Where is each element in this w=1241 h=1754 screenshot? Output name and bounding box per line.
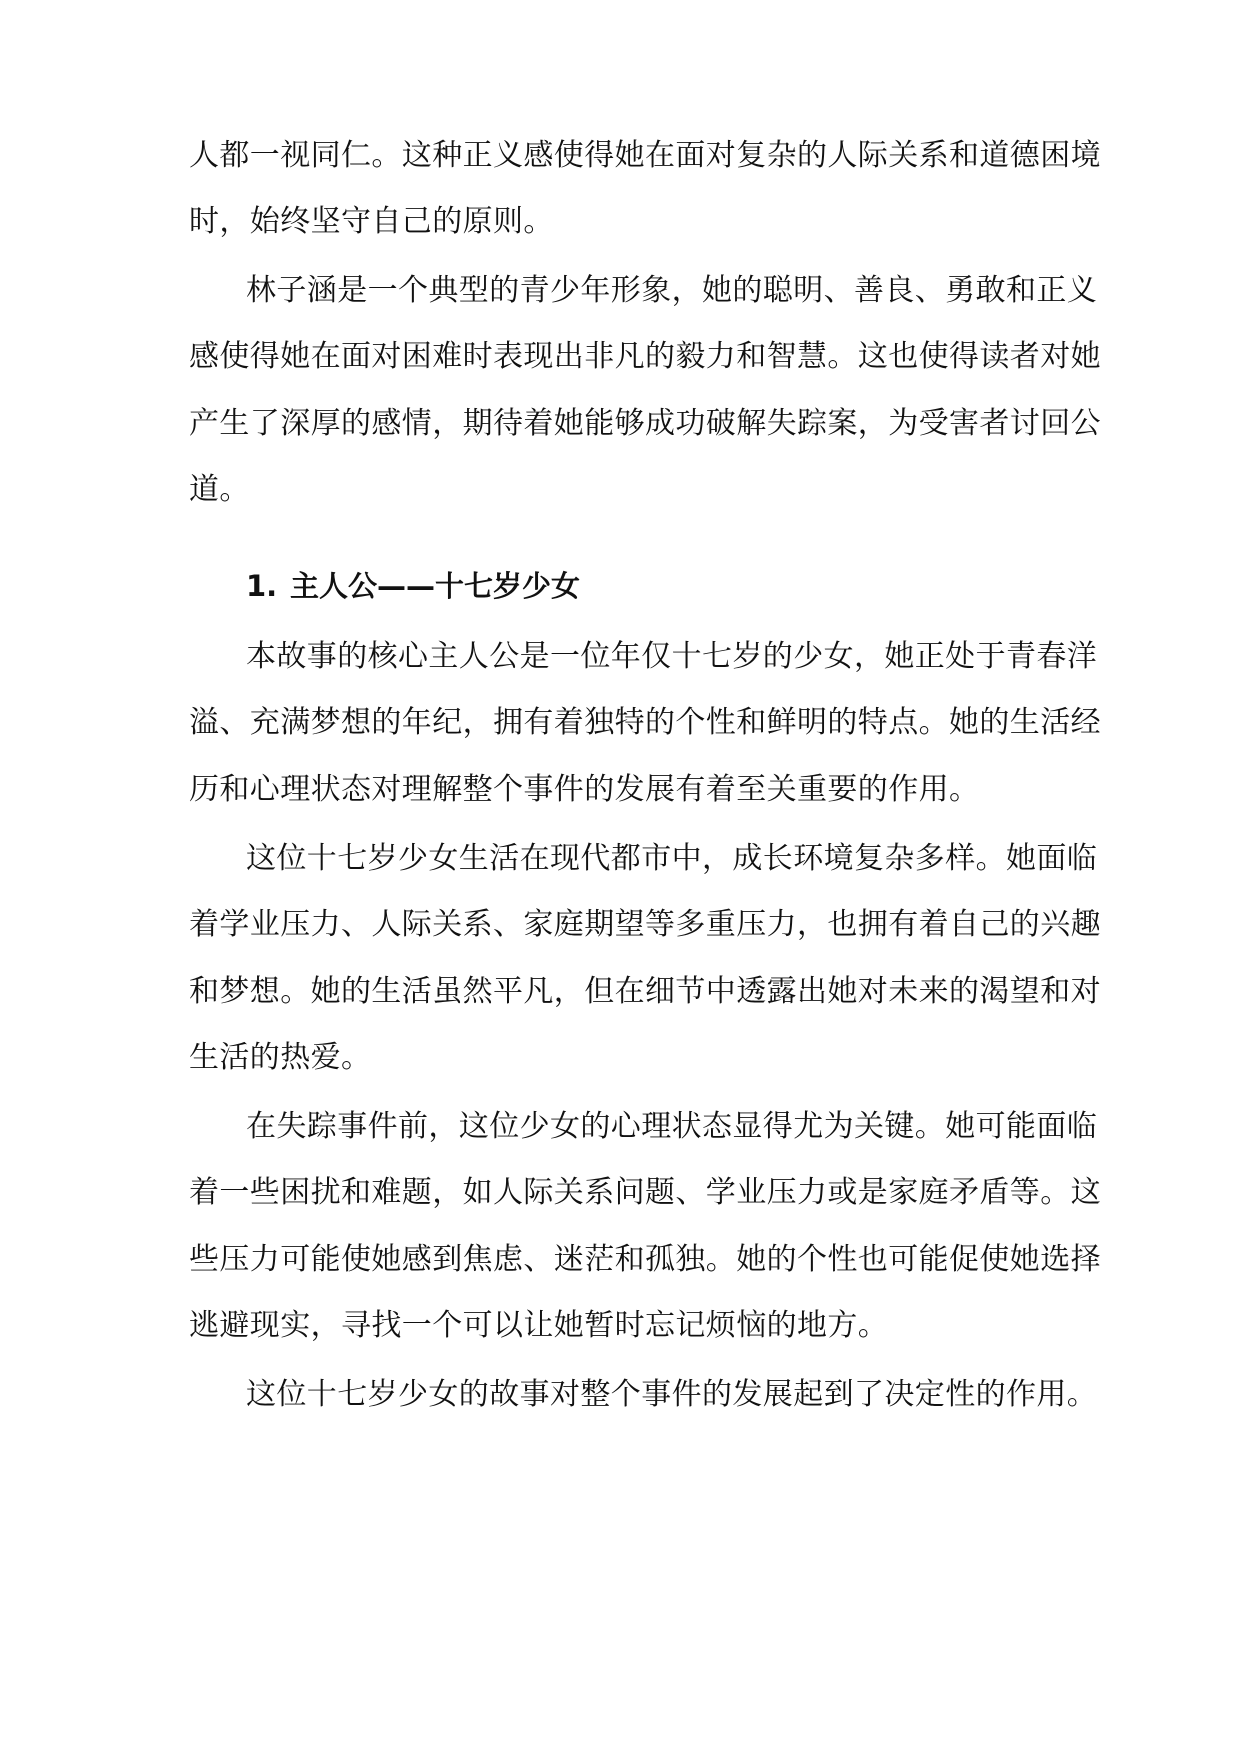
paragraph-line: 在失踪事件前，这位少女的心理状态显得尤为关键。她可能面临: [246, 1109, 1098, 1144]
section-heading: [246, 566, 1146, 606]
paragraph-line: 这位十七岁少女生活在现代都市中，成长环境复杂多样。她面临: [246, 841, 1098, 876]
paragraph-line: 道。: [189, 472, 250, 507]
paragraph-line: 这位十七岁少女的故事对整个事件的发展起到了决定性的作用。: [246, 1377, 1098, 1412]
paragraph-line: 林子涵是一个典型的青少年形象，她的聪明、善良、勇敢和正义: [246, 273, 1098, 308]
paragraph-line: 生活的热爱。: [189, 1040, 372, 1075]
paragraph-line: 时，始终坚守自己的原则。: [189, 204, 554, 239]
paragraph-line: 逃避现实，寻找一个可以让她暂时忘记烦恼的地方。: [189, 1308, 889, 1343]
paragraph-line: 溢、充满梦想的年纪，拥有着独特的个性和鲜明的特点。她的生活经: [189, 705, 1101, 740]
section-number: 1.: [246, 569, 278, 603]
section-title: 主人公——十七岁少女: [290, 569, 581, 603]
paragraph-line: 人都一视同仁。这种正义感使得她在面对复杂的人际关系和道德困境: [189, 138, 1101, 173]
paragraph-line: 本故事的核心主人公是一位年仅十七岁的少女，她正处于青春洋: [246, 639, 1098, 674]
paragraph-line: 感使得她在面对困难时表现出非凡的毅力和智慧。这也使得读者对她: [189, 339, 1101, 374]
paragraph-line: 历和心理状态对理解整个事件的发展有着至关重要的作用。: [189, 772, 980, 807]
paragraph-line: 和梦想。她的生活虽然平凡，但在细节中透露出她对未来的渴望和对: [189, 974, 1101, 1009]
paragraph-line: 些压力可能使她感到焦虑、迷茫和孤独。她的个性也可能促使她选择: [189, 1242, 1101, 1277]
paragraph-line: 着一些困扰和难题，如人际关系问题、学业压力或是家庭矛盾等。这: [189, 1175, 1101, 1210]
paragraph-line: 产生了深厚的感情，期待着她能够成功破解失踪案，为受害者讨回公: [189, 406, 1101, 441]
paragraph-line: 着学业压力、人际关系、家庭期望等多重压力，也拥有着自己的兴趣: [189, 907, 1101, 942]
